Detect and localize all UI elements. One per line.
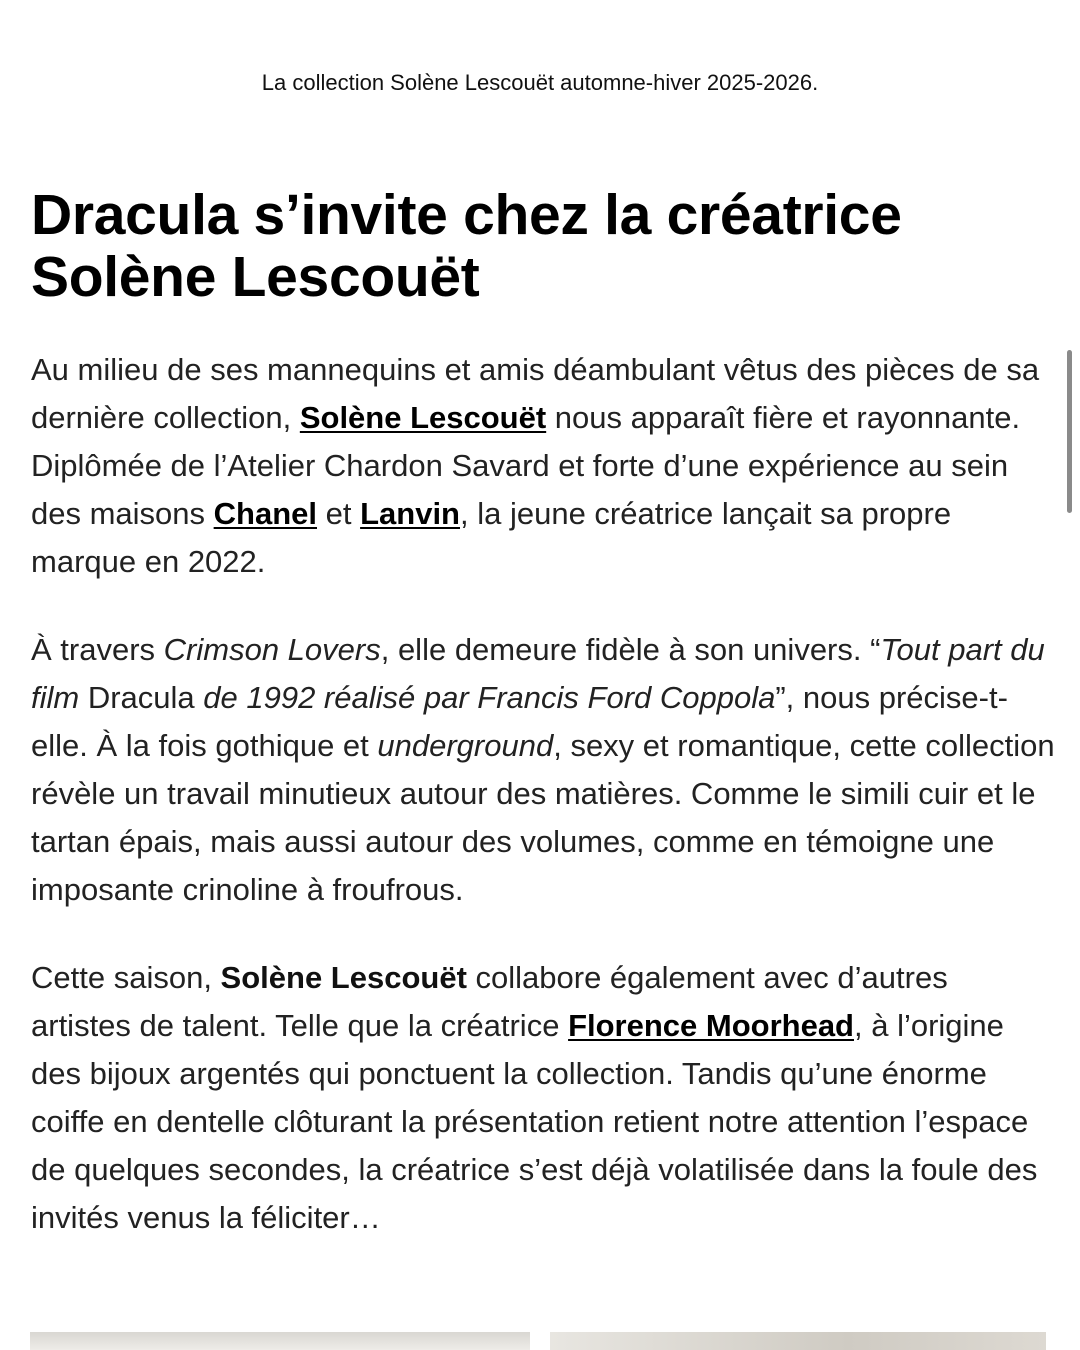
paragraph-text: et [317,496,361,531]
lanvin-link[interactable]: Lanvin [360,496,460,531]
chanel-link[interactable]: Chanel [213,496,317,531]
article-paragraph-1 [31,346,1056,586]
photo-caption: La collection Solène Lescouët automne-hiver 2025-2026. [261,70,819,95]
paragraph-text: Cette saison, [31,960,221,995]
article [31,184,1056,1242]
photo-gallery [0,1332,1080,1350]
paragraph-text: Au milieu de ses mannequins et amis déambulant vêtus des pièces de sa dernière collection, [31,352,1040,435]
paragraph-text: ”, nous précise-t-elle. À la fois gothique et [31,680,1008,763]
quote-text: Tout part du film [31,632,1045,715]
paragraph-text: , elle demeure fidèle à son univers. “ [380,632,881,667]
paragraph-text: nous apparaît fière et rayonnante. Diplômée de l’Atelier Chardon Savard et forte d’une expérience au sein des maisons [31,400,1021,531]
gallery-photo[interactable] [30,1332,530,1350]
paragraph-text: , sexy et romantique, cette collection révèle un travail minutieux autour des matières. Comme le simili cuir et le tartan épais, mais aussi autour des volumes, comme en témoigne une imposante crinoline à froufrous. [31,728,1055,907]
designer-link[interactable]: Solène Lescouët [299,400,547,435]
film-title: Dracula [79,680,204,715]
florence-moorhead-link[interactable]: Florence Moorhead [568,1008,854,1043]
article-paragraph-2 [31,626,1056,914]
designer-name: Solène Lescouët [220,960,467,995]
emphasis-text: underground [377,728,554,763]
quote-text: de 1992 réalisé par Francis Ford Coppola [203,680,776,715]
gallery-photo[interactable] [550,1332,1046,1350]
paragraph-text: , la jeune créatrice lançait sa propre marque en 2022. [31,496,952,579]
article-paragraph-3 [31,954,1056,1242]
article-headline: Dracula s’invite chez la créatrice Solène Lescouët [31,183,902,309]
paragraph-text: collabore également avec d’autres artistes de talent. Telle que la créatrice [31,960,948,1043]
paragraph-text: À travers [31,632,164,667]
collection-name: Crimson Lovers [163,632,381,667]
scrollbar-thumb[interactable] [1067,350,1072,513]
paragraph-text: , à l’origine des bijoux argentés qui ponctuent la collection. Tandis qu’une énorme coiffe en dentelle clôturant la présentation retient notre attention l’espace de quelques secondes, la créatrice s’est déjà volatilisée dans la foule des invités venus la féliciter… [31,1008,1038,1235]
